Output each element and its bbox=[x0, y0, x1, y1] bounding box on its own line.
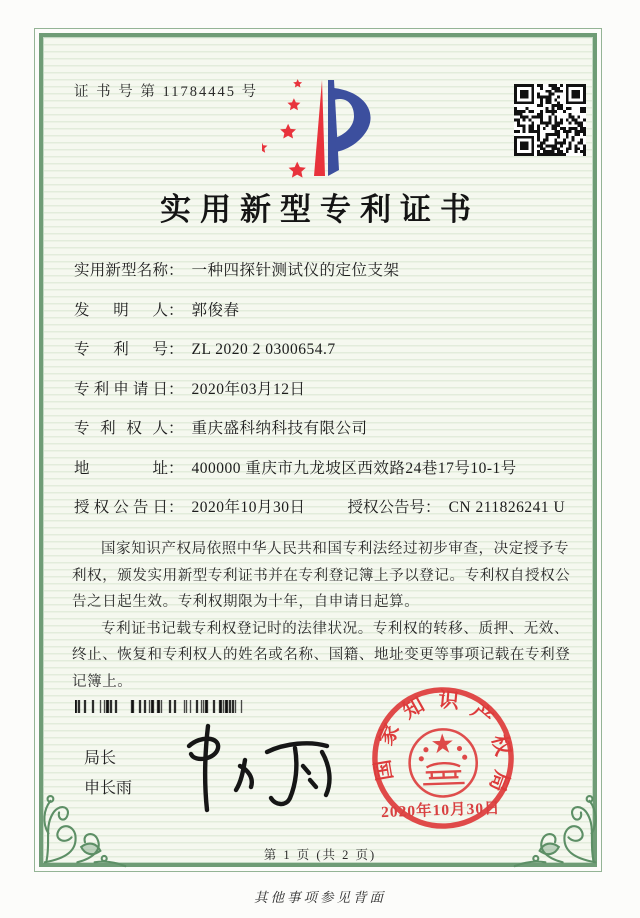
field-patentee: 专利权人： 重庆盛科纳科技有限公司 bbox=[74, 416, 574, 436]
field-label: 专利申请日 bbox=[74, 380, 168, 398]
field-value: 2020年03月12日 bbox=[191, 380, 306, 398]
field-label: 地址 bbox=[74, 459, 168, 477]
field-address: 地址： 400000 重庆市九龙坡区西效路24巷17号10-1号 bbox=[74, 456, 574, 476]
seal-date: 2020年10月30日 bbox=[380, 799, 501, 822]
barcode bbox=[75, 700, 245, 713]
corner-flourish-icon bbox=[507, 774, 603, 870]
field-value: 400000 重庆市九龙坡区西效路24巷17号10-1号 bbox=[191, 459, 517, 477]
field-label: 专利权人 bbox=[74, 420, 168, 437]
page-number: 第 1 页 (共 2 页) bbox=[263, 848, 377, 862]
field-grant-number: 授权公告号： CN 211826241 U bbox=[348, 495, 566, 517]
field-label: 专利号 bbox=[74, 341, 168, 358]
corner-flourish-icon bbox=[37, 774, 133, 870]
legal-paragraph-2: 专利证书记载专利权登记时的法律状况。专利权的转移、质押、无效、终止、恢复和专利权人的姓名或名称、国籍、地址变更等事项记载在专利登记簿上。 bbox=[72, 620, 571, 690]
qr-code bbox=[514, 84, 586, 156]
certificate-title: 实用新型专利证书 bbox=[160, 192, 480, 227]
cnipa-logo-icon bbox=[262, 74, 384, 186]
field-label: 发明人 bbox=[74, 301, 168, 319]
certificate-number: 证 书 号 第 11784445 号 bbox=[74, 84, 259, 100]
field-inventor: 发明人： 郭俊春 bbox=[74, 298, 574, 318]
director-title: 局长 bbox=[84, 750, 117, 767]
field-value: 一种四探针测试仪的定位支架 bbox=[191, 262, 400, 279]
field-value: 重庆盛科纳科技有限公司 bbox=[191, 420, 368, 437]
director-name: 申长雨 bbox=[84, 780, 133, 797]
field-label: 授权公告号 bbox=[347, 499, 426, 516]
field-label: 授权公告日 bbox=[74, 499, 168, 516]
legal-text bbox=[72, 536, 572, 695]
field-value: 2020年10月30日 bbox=[191, 499, 306, 516]
seal-text: 国家知识产权局 bbox=[372, 689, 514, 795]
field-value: CN 211826241 U bbox=[448, 499, 566, 516]
field-grant-info: 授权公告日： 2020年10月30日 授权公告号： CN 211826241 U bbox=[74, 495, 574, 515]
field-value: ZL 2020 2 0300654.7 bbox=[191, 341, 336, 358]
field-value: 郭俊春 bbox=[191, 301, 240, 319]
director-signature bbox=[163, 722, 345, 814]
field-label: 实用新型名称 bbox=[74, 262, 168, 279]
certificate-fields bbox=[74, 258, 574, 535]
field-patent-number: 专利号： ZL 2020 2 0300654.7 bbox=[74, 337, 574, 357]
legal-paragraph-1: 国家知识产权局依照中华人民共和国专利法经过初步审查，决定授予专利权，颁发实用新型专利证书并在专利登记簿上予以登记。专利权自授权公告之日起生效。专利权期限为十年，自申请日起算。 bbox=[72, 541, 571, 611]
field-filing-date: 专利申请日： 2020年03月12日 bbox=[74, 377, 574, 397]
national-emblem-icon bbox=[418, 733, 467, 762]
back-side-note: 其他事项参见背面 bbox=[254, 890, 386, 905]
field-utility-model-name: 实用新型名称： 一种四探针测试仪的定位支架 bbox=[74, 258, 574, 278]
